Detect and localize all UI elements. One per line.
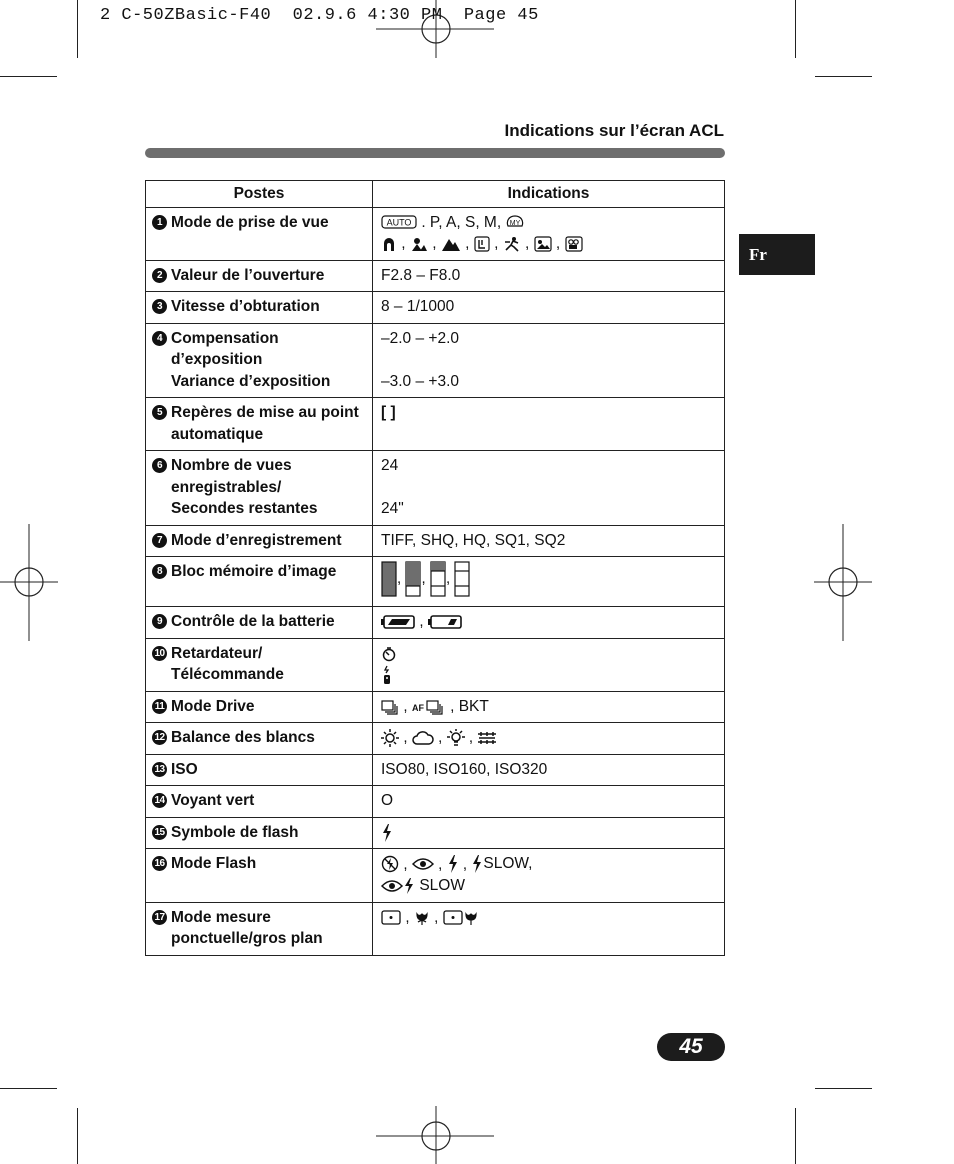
item-number: 5	[152, 405, 167, 420]
registration-mark-left	[0, 524, 60, 642]
item-label-secondary: Télécommande	[171, 666, 284, 684]
portrait-icon	[381, 236, 397, 252]
item-label: ISO	[171, 760, 198, 778]
item-label: Valeur de l’ouverture	[171, 266, 325, 284]
item-number: 3	[152, 299, 167, 314]
spot-metering-icon	[381, 910, 401, 926]
item-label: Mode de prise de vue	[171, 213, 329, 231]
table-row	[146, 323, 725, 398]
cloudy-icon	[412, 730, 434, 746]
sequential-shooting-icon	[381, 699, 399, 715]
memory-partial-icon	[430, 561, 446, 597]
item-value: 8 – 1/1000	[373, 292, 725, 324]
memory-full-icon	[381, 561, 397, 597]
item-label-secondary: Variance d’exposition	[171, 372, 331, 390]
sport-icon	[503, 236, 521, 252]
memory-mostly-full-icon	[405, 561, 421, 597]
slow-sync-icon	[471, 855, 483, 873]
printer-slug: 2 C-50ZBasic-F40 02.9.6 4:30 PM Page 45	[100, 6, 539, 25]
item-number: 4	[152, 331, 167, 346]
item-label: Contrôle de la batterie	[171, 613, 335, 630]
table-row	[146, 638, 725, 691]
item-label: Compensation d’exposition	[171, 329, 279, 368]
crop-mark	[77, 1108, 78, 1164]
item-number: 13	[152, 762, 167, 777]
movie-icon	[565, 236, 583, 252]
table-row: 16 Mode Flash , , , SLOW, SLOW	[146, 849, 725, 902]
macro-icon	[414, 910, 430, 926]
af-sequential-icon	[412, 699, 446, 715]
item-number: 6	[152, 458, 167, 473]
crop-mark	[795, 1108, 796, 1164]
table-row	[146, 451, 725, 526]
item-value: 24	[381, 457, 399, 474]
battery-full-icon	[381, 615, 415, 629]
crop-mark	[0, 1088, 57, 1089]
table-row	[146, 786, 725, 818]
table-row: 11 Mode Drive , AF , BKT	[146, 691, 725, 723]
remote-control-icon	[381, 665, 393, 685]
item-label-secondary: Secondes restantes	[171, 500, 318, 517]
table-row: 17 Mode mesure ponctuelle/gros plan , ,	[146, 902, 725, 955]
item-number: 9	[152, 614, 167, 629]
item-value: O	[373, 786, 725, 818]
landscape-scene-icon	[534, 236, 552, 252]
item-value: , BKT	[450, 697, 489, 715]
item-value-secondary: 24"	[381, 500, 404, 517]
item-number: 16	[152, 856, 167, 871]
auto-mode-icon	[381, 215, 417, 229]
crop-mark	[795, 0, 796, 58]
memory-empty-icon	[454, 561, 470, 597]
item-number: 10	[152, 646, 167, 661]
item-label: Retardateur/	[171, 644, 263, 662]
item-label: Bloc mémoire d’image	[171, 563, 337, 580]
item-number: 12	[152, 730, 167, 745]
table-row	[146, 817, 725, 849]
fill-in-flash-icon	[447, 855, 459, 873]
item-label: Mode Drive	[171, 697, 255, 715]
af-target-mark: [ ]	[373, 398, 725, 451]
page-number: 45	[657, 1033, 725, 1061]
item-label: Vitesse d’obturation	[171, 298, 320, 315]
table-row: 12 Balance des blancs , , ,	[146, 723, 725, 755]
item-label: Balance des blancs	[171, 729, 315, 747]
item-value: –2.0 – +2.0	[381, 329, 459, 347]
red-eye-icon	[412, 856, 434, 872]
item-label: Nombre de vues enregistrables/	[171, 457, 292, 496]
item-value: F2.8 – F8.0	[373, 260, 725, 292]
crop-mark	[0, 76, 57, 77]
item-number: 15	[152, 825, 167, 840]
table-header	[146, 181, 725, 208]
section-title: Indications sur l’écran ACL	[504, 121, 724, 140]
item-label: Repères de mise au point automatique	[171, 404, 359, 443]
item-number: 11	[152, 699, 167, 714]
tungsten-icon	[447, 729, 465, 747]
landscape-icon	[441, 236, 461, 252]
registration-mark-right	[814, 524, 874, 642]
item-value-secondary: –3.0 – +3.0	[381, 372, 459, 390]
indications-table	[145, 180, 725, 956]
item-number: 7	[152, 533, 167, 548]
header-postes: Postes	[146, 181, 373, 208]
item-number: 2	[152, 268, 167, 283]
item-label: Mode mesure ponctuelle/gros plan	[171, 908, 323, 948]
item-number: 14	[152, 793, 167, 808]
table-row: 1 Mode de prise de vue AUTO . P, A, S, M, MY , , , , , ,	[146, 207, 725, 260]
item-number: 8	[152, 564, 167, 579]
svg-text:MY: MY	[510, 220, 521, 228]
fluorescent-icon	[477, 730, 497, 746]
item-value: TIFF, SHQ, HQ, SQ1, SQ2	[373, 525, 725, 557]
table-row	[146, 292, 725, 324]
shooting-mode-values: . P, A, S, M,	[421, 213, 502, 231]
crop-mark	[815, 1088, 872, 1089]
svg-text:AF: AF	[411, 702, 424, 713]
language-tab: Fr	[739, 234, 815, 275]
my-mode-icon	[505, 214, 525, 230]
table-row	[146, 525, 725, 557]
portrait-landscape-icon	[410, 236, 428, 252]
spot-macro-icon	[443, 910, 479, 926]
battery-low-icon	[428, 615, 462, 629]
item-value: SLOW,	[483, 855, 533, 873]
flash-icon	[381, 824, 393, 842]
self-timer-icon	[381, 646, 397, 662]
item-label: Mode Flash	[171, 855, 257, 873]
title-bar	[145, 148, 725, 158]
header-indications: Indications	[373, 181, 725, 208]
table-row: 9 Contrôle de la batterie ,	[146, 607, 725, 639]
table-row	[146, 398, 725, 451]
crop-mark	[815, 76, 872, 77]
item-label: Voyant vert	[171, 792, 255, 810]
table-row	[146, 754, 725, 786]
item-label: Mode d’enregistrement	[171, 531, 342, 549]
item-label: Symbole de flash	[171, 823, 299, 841]
svg-text:AUTO: AUTO	[386, 217, 412, 228]
night-scene-icon	[474, 236, 490, 252]
table-row: 8 Bloc mémoire d’image , , ,	[146, 557, 725, 607]
table-row	[146, 260, 725, 292]
item-value-secondary: SLOW	[419, 877, 465, 895]
item-number: 1	[152, 215, 167, 230]
sunny-icon	[381, 729, 399, 747]
flash-off-icon	[381, 855, 399, 873]
crop-mark	[77, 0, 78, 58]
item-value: ISO80, ISO160, ISO320	[373, 754, 725, 786]
registration-mark-bottom	[376, 1106, 496, 1164]
item-number: 17	[152, 910, 167, 925]
red-eye-slow-icon	[381, 878, 415, 894]
